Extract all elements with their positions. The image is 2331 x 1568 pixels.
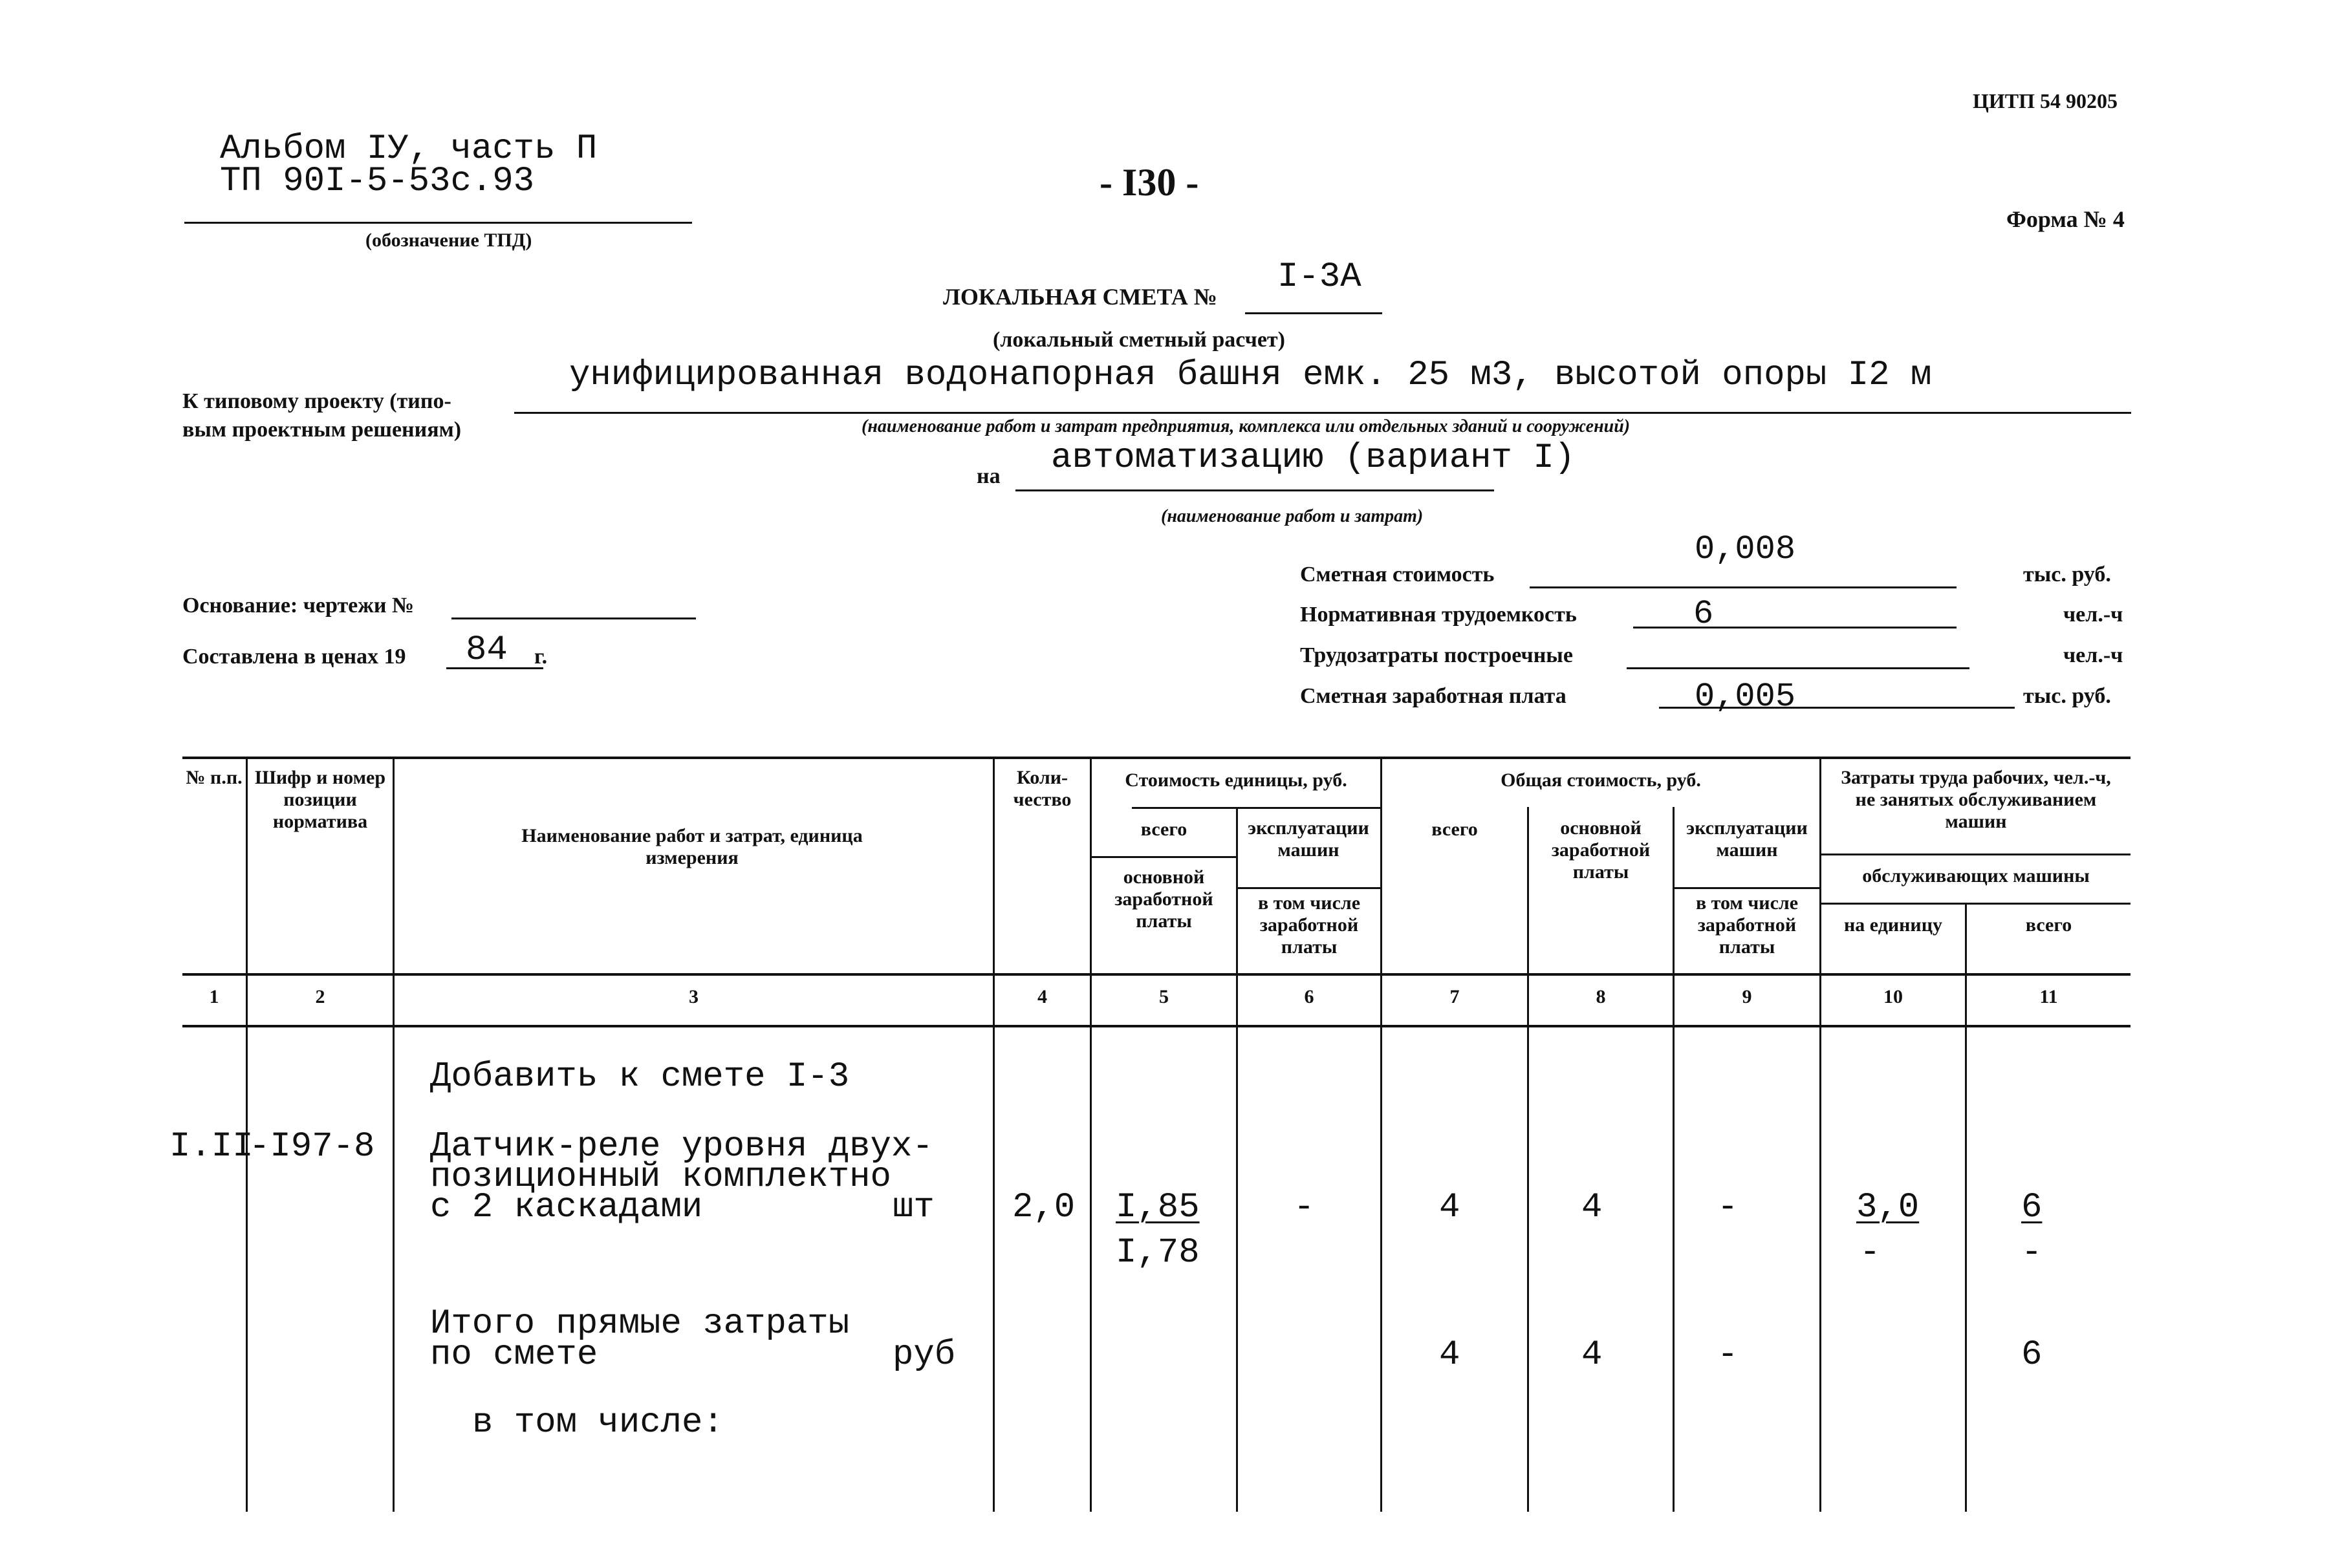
total-machine-divider xyxy=(1673,887,1819,889)
number-row-border xyxy=(182,1025,2130,1027)
header-total-machine-salary: в том числе заработной платы xyxy=(1695,892,1799,958)
header-total-salary: основной заработной платы xyxy=(1551,817,1651,883)
add-note: Добавить к смете I-3 xyxy=(430,1057,850,1097)
summary-cost-underline xyxy=(1530,586,1957,588)
header-labor-total: всего xyxy=(2025,914,2072,936)
col-border-2 xyxy=(393,757,395,1512)
summary-salary-underline xyxy=(1659,707,2015,709)
prices-label: Составлена в ценах 19 xyxy=(182,645,406,669)
table-top-border xyxy=(182,757,2130,759)
unit-salary-divider xyxy=(1090,856,1236,858)
totals-unit: руб xyxy=(893,1335,956,1375)
estimate-number: I-3А xyxy=(1277,257,1361,297)
summary-cost-label: Сметная стоимость xyxy=(1300,563,1495,586)
item-unit-machine: - xyxy=(1294,1188,1315,1227)
item-total-machine: - xyxy=(1717,1188,1739,1227)
item-code: -I97-8 xyxy=(249,1127,375,1166)
summary-labor-unit: чел.-ч xyxy=(2063,603,2123,627)
header-qty: Коли-чество xyxy=(1013,767,1072,810)
col-border-3 xyxy=(993,757,995,1512)
header-unit-cost: Стоимость единицы, руб. xyxy=(1125,769,1347,791)
summary-site-labor-underline xyxy=(1627,667,1969,669)
project-label-line-2: вым проектным решениям) xyxy=(182,418,462,442)
summary-site-labor-label: Трудозатраты построечные xyxy=(1300,643,1573,667)
on-label: на xyxy=(977,464,1001,488)
header-name: Наименование работ и затрат, единица измерения xyxy=(521,825,863,868)
project-underline xyxy=(514,412,2131,414)
column-number-8: 8 xyxy=(1596,986,1606,1007)
unit-machine-divider xyxy=(1236,887,1380,889)
header-unit-salary: основной заработной платы xyxy=(1114,866,1213,932)
item-quantity: 2,0 xyxy=(1012,1188,1076,1227)
drawings-label: Основание: чертежи № xyxy=(182,594,415,618)
item-unit: шт xyxy=(893,1188,935,1227)
column-number-6: 6 xyxy=(1304,986,1314,1007)
item-name-line-1: Датчик-реле уровня двух- xyxy=(430,1127,933,1166)
column-number-10: 10 xyxy=(1883,986,1903,1007)
designation-underline xyxy=(184,222,692,224)
form-label: Форма № 4 xyxy=(2006,206,2125,232)
column-number-2: 2 xyxy=(315,986,325,1007)
item-number: I.II xyxy=(169,1127,254,1166)
summary-cost-value: 0,008 xyxy=(1695,530,1796,568)
header-total-machine: эксплуатации машин xyxy=(1686,817,1808,861)
totals-total: 4 xyxy=(1439,1335,1460,1375)
column-number-4: 4 xyxy=(1037,986,1047,1007)
album-line-2: ТП 90I-5-53с.93 xyxy=(220,162,535,201)
header-num: № п.п. xyxy=(186,767,243,788)
labor-sub-divider xyxy=(1819,903,2130,905)
totals-total-salary: 4 xyxy=(1581,1335,1603,1375)
header-code: Шифр и номер позиции норматива xyxy=(254,767,386,832)
item-total: 4 xyxy=(1439,1188,1460,1227)
item-total-salary: 4 xyxy=(1581,1188,1603,1227)
summary-labor-label: Нормативная трудоемкость xyxy=(1300,603,1577,627)
col-border-6 xyxy=(1380,757,1382,1512)
work-underline xyxy=(1015,489,1494,491)
summary-labor-value: 6 xyxy=(1693,595,1714,633)
header-bottom-border xyxy=(182,973,2130,976)
totals-labor-total: 6 xyxy=(2021,1335,2043,1375)
summary-salary-value: 0,005 xyxy=(1695,678,1796,716)
item-unit-total: I,85 xyxy=(1116,1188,1200,1227)
totals-total-machine: - xyxy=(1717,1335,1739,1375)
totals-name-line-1: Итого прямые затраты xyxy=(430,1304,850,1344)
item-labor-unit-machines: - xyxy=(1859,1233,1881,1273)
prices-year: 84 xyxy=(466,630,508,670)
work-caption: (наименование работ и затрат) xyxy=(1161,506,1424,526)
summary-labor-underline xyxy=(1633,627,1957,628)
item-name-line-3: с 2 каскадами xyxy=(430,1188,703,1227)
column-number-1: 1 xyxy=(209,986,219,1007)
header-labor: Затраты труда рабочих, чел.-ч, не занятых обслуживанием машин xyxy=(1841,767,2111,832)
header-unit-total: всего xyxy=(1140,819,1187,840)
designation-caption: (обозначение ТПД) xyxy=(365,230,532,251)
col-border-7 xyxy=(1527,807,1529,1512)
labor-divider xyxy=(1819,854,2130,855)
header-unit-machine-salary: в том числе заработной платы xyxy=(1257,892,1361,958)
work-name: автоматизацию (вариант I) xyxy=(1051,438,1576,478)
item-name-line-2: позиционный комплектно xyxy=(430,1157,891,1197)
project-name-caption: (наименование работ и затрат предприятия, комплекса или отдельных зданий и сооружений) xyxy=(862,416,1631,436)
project-label-line-1: К типовому проекту (типо- xyxy=(182,389,451,413)
estimate-title: ЛОКАЛЬНАЯ СМЕТА № xyxy=(943,284,1217,310)
unit-cost-divider xyxy=(1132,807,1380,809)
page-number: - I30 - xyxy=(1100,161,1199,204)
document-code: ЦИТП 54 90205 xyxy=(1973,89,2118,113)
header-labor-unit: на единицу xyxy=(1843,914,1943,936)
item-labor-total-machines: - xyxy=(2021,1233,2043,1273)
summary-cost-unit: тыс. руб. xyxy=(2023,563,2111,586)
prices-year-underline xyxy=(446,667,543,669)
summary-salary-label: Сметная заработная плата xyxy=(1300,684,1567,708)
prices-suffix: г. xyxy=(534,645,548,669)
item-unit-salary: I,78 xyxy=(1116,1233,1200,1273)
estimate-subtitle: (локальный сметный расчет) xyxy=(993,328,1285,352)
header-unit-machine: эксплуатации машин xyxy=(1248,817,1369,861)
estimate-number-underline xyxy=(1245,312,1382,314)
project-name: унифицированная водонапорная башня емк. 25 м3, высотой опоры I2 м xyxy=(569,356,1932,395)
header-labor-machines: обслуживающих машины xyxy=(1862,865,2090,886)
summary-site-labor-unit: чел.-ч xyxy=(2063,643,2123,667)
column-number-11: 11 xyxy=(2039,986,2058,1007)
item-labor-total: 6 xyxy=(2021,1188,2043,1227)
including-label: в том числе: xyxy=(472,1403,724,1443)
drawings-underline xyxy=(451,618,696,619)
column-number-9: 9 xyxy=(1742,986,1752,1007)
column-number-5: 5 xyxy=(1159,986,1169,1007)
totals-name-line-2: по смете xyxy=(430,1335,598,1375)
summary-salary-unit: тыс. руб. xyxy=(2023,684,2111,708)
column-number-7: 7 xyxy=(1449,986,1460,1007)
album-line-1: Альбом IУ, часть П xyxy=(220,129,598,169)
column-number-3: 3 xyxy=(689,986,699,1007)
header-total: всего xyxy=(1431,819,1478,840)
header-total-cost: Общая стоимость, руб. xyxy=(1501,769,1701,791)
item-labor-unit: 3,0 xyxy=(1856,1188,1920,1227)
